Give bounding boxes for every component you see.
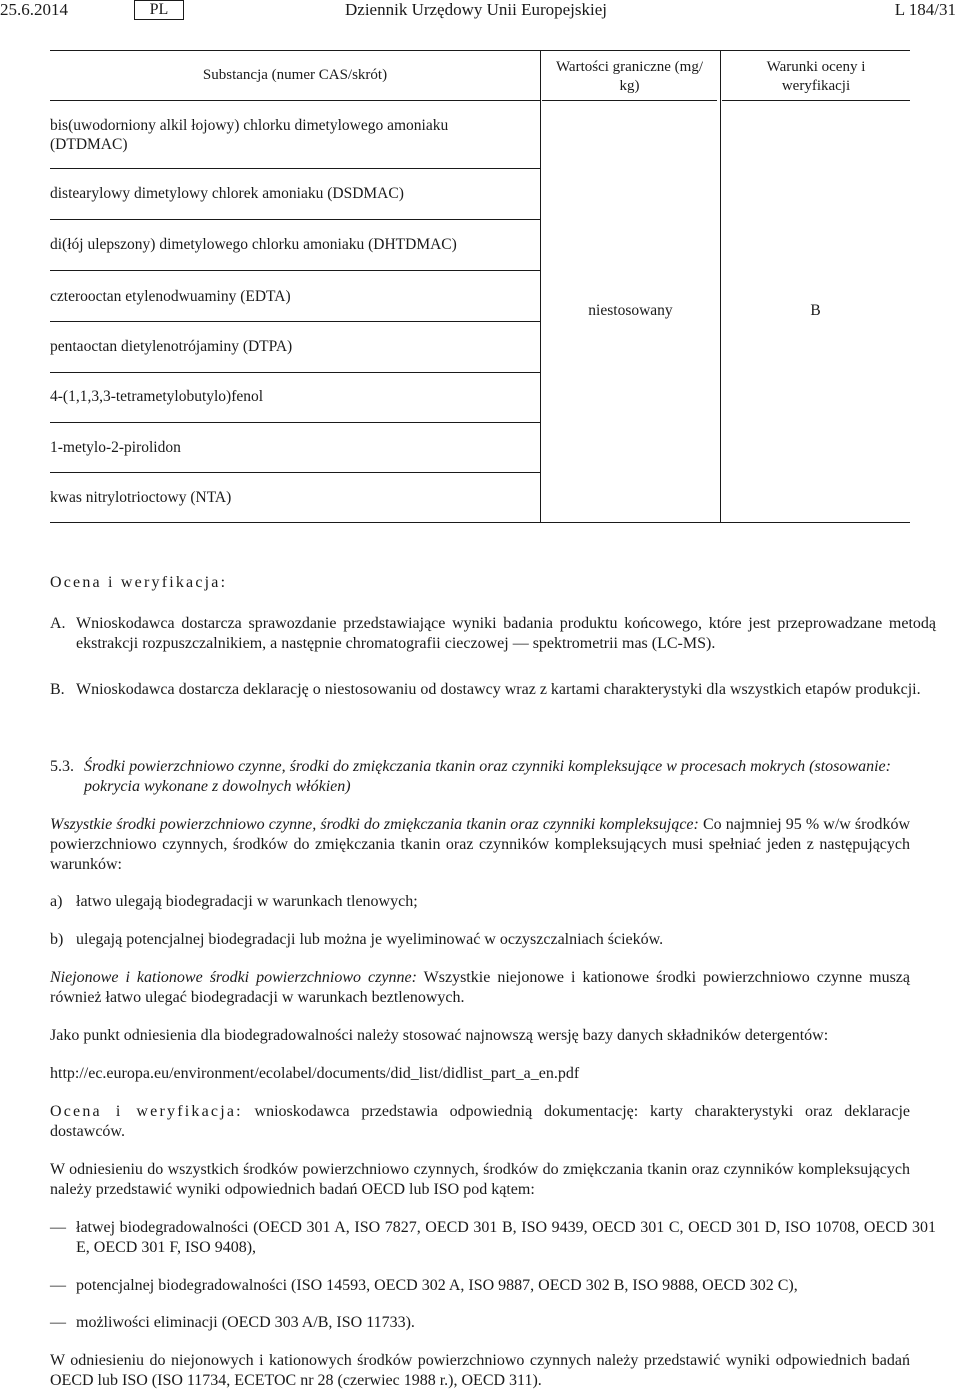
did-list-url: http://ec.europa.eu/environment/ecolabel/documents/did_list/didlist_part_a_en.pdf (50, 1065, 580, 1082)
table-row (50, 116, 540, 154)
header-conditions-line-1: Warunki oceny i (766, 59, 866, 75)
header-limit-values (542, 58, 717, 96)
dash-marker: — (50, 1314, 66, 1331)
header-limit-line-2: kg) (619, 78, 640, 94)
dash-marker: — (50, 1219, 66, 1236)
limit-value-cell: niestosowany (588, 302, 673, 319)
header-rule-conditions (722, 100, 910, 101)
paragraph-reference: Jako punkt odniesienia dla biodegradowalności należy stosować najnowszą wersję bazy danych składników detergentów: (50, 1027, 829, 1044)
assessment-item-a (50, 614, 936, 654)
paragraph-all-surfactants (50, 815, 910, 875)
list-text-a: łatwo ulegają biodegradacji w warunkach tlenowych; (76, 893, 418, 910)
dash-marker: — (50, 1277, 66, 1294)
publication-date: 25.6.2014 (0, 0, 68, 19)
section-title: Środki powierzchniowo czynne, środki do zmiękczania tkanin oraz czynniki kompleksujące w procesach mokrych (stosowanie: pokrycia wykonane z dowolnych włókien) (84, 758, 891, 795)
dash-item (50, 1218, 936, 1258)
header-conditions-line-2: weryfikacji (781, 78, 851, 94)
row-rule (50, 372, 540, 373)
row-rule (50, 168, 540, 169)
row-rule (50, 422, 540, 423)
dash-item (50, 1313, 936, 1333)
paragraph-oecd-tests: W odniesieniu do wszystkich środków powierzchniowo czynnych, środków do zmiękczania tkanin oraz czynników kompleksujących należy przedstawić wyniki odpowiednich badań OECD lub ISO pod kątem: (50, 1161, 910, 1198)
row-rule (50, 472, 540, 473)
table-row: 4-(1,1,3,3-tetrametylobutylo)fenol (50, 388, 264, 405)
assessment-label-1: Ocena i weryfikacja: (50, 574, 228, 591)
list-item (50, 930, 936, 950)
substance-dtdmac-line-1: bis(uwodorniony alkil łojowy) chlorku dimetylowego amoniaku (50, 117, 449, 134)
page-number: L 184/31 (894, 0, 956, 19)
nonionic-label: Niejonowe i kationowe środki powierzchniowo czynne: (50, 969, 417, 986)
list-item (50, 892, 936, 912)
dash-text-ready-biodegradability: łatwej biodegradowalności (OECD 301 A, ISO 7827, OECD 301 B, ISO 9439, OECD 301 C, OECD 301 D, ISO 10708, OECD 301 E, OECD 301 F, ISO 9408), (76, 1219, 936, 1256)
table-row: distearylowy dimetylowy chlorek amoniaku (DSDMAC) (50, 185, 404, 202)
nonionic-text: Wszystkie niejonowe i kationowe środki powierzchniowo czynne muszą również łatwo ulegać biodegradacji w warunkach beztlenowych. (50, 969, 910, 1006)
assessment-label-2: Ocena i weryfikacja: (50, 1103, 243, 1120)
assessment-item-b (50, 680, 936, 700)
column-divider-1 (540, 50, 541, 523)
row-rule (50, 270, 540, 271)
substance-dtdmac-line-2: (DTDMAC) (50, 136, 128, 153)
header-rule-limits (542, 100, 717, 101)
column-divider-2 (720, 50, 721, 523)
page-header (0, 0, 960, 24)
table-row: di(łój ulepszony) dimetylowego chlorku amoniaku (DHTDMAC) (50, 236, 457, 253)
table-row: kwas nitrylotrioctowy (NTA) (50, 489, 232, 506)
header-rule-substance (50, 100, 540, 101)
row-rule (50, 219, 540, 220)
list-text-b: ulegają potencjalnej biodegradacji lub można je wyeliminować w oczyszczalniach ścieków. (76, 931, 664, 948)
table-row: czterooctan etylenodwuaminy (EDTA) (50, 288, 291, 305)
table-top-rule (50, 50, 910, 51)
list-marker-a: a) (50, 893, 63, 910)
dash-text-inherent-biodegradability: potencjalnej biodegradowalności (ISO 14593, OECD 302 A, ISO 9887, OECD 302 B, ISO 9888, OECD 302 C), (76, 1277, 798, 1294)
section-heading (50, 757, 910, 797)
dash-text-elimination: możliwości eliminacji (OECD 303 A/B, ISO 11733). (76, 1314, 415, 1331)
list-marker-b: b) (50, 931, 64, 948)
journal-title: Dziennik Urzędowy Unii Europejskiej (345, 0, 608, 19)
section-number: 5.3. (50, 758, 74, 775)
item-a-text: Wnioskodawca dostarcza sprawozdanie przedstawiające wyniki badania produktu końcowego, które jest przeprowadzane metodą ekstrakcji rozpuszczalnikiem, a następnie chromatografii cieczowej — spektrometrii mas (LC-MS). (76, 615, 936, 652)
item-a-marker: A. (50, 615, 66, 632)
assessment-text-2: wnioskodawca przedstawia odpowiednią dokumentację: karty charakterystyki oraz deklaracje dostawców. (50, 1103, 910, 1140)
row-rule (50, 321, 540, 322)
table-row: pentaoctan dietylenotrójaminy (DTPA) (50, 338, 293, 355)
table-bottom-rule (50, 522, 910, 523)
paragraph-nonionic-tests: W odniesieniu do niejonowych i kationowych środków powierzchniowo czynnych należy przedstawić wyniki odpowiednich badań OECD lub ISO (ISO 11734, ECETOC nr 28 (czerwiec 1988 r.), OECD 311). (50, 1352, 910, 1389)
item-b-text: Wnioskodawca dostarcza deklarację o niestosowaniu od dostawcy wraz z kartami charakterystyki dla wszystkich etapów produkcji. (76, 681, 921, 698)
header-conditions (722, 58, 910, 96)
dash-item (50, 1276, 936, 1296)
condition-value-cell: B (810, 302, 821, 319)
header-substance: Substancja (numer CAS/skrót) (202, 67, 388, 83)
assessment-paragraph-2 (50, 1102, 910, 1142)
paragraph-nonionic (50, 968, 910, 1008)
header-limit-line-1: Wartości graniczne (mg/ (555, 59, 704, 75)
language-badge: PL (134, 0, 184, 20)
all-surfactants-label: Wszystkie środki powierzchniowo czynne, środki do zmiękczania tkanin oraz czynniki kompleksujące: (50, 816, 699, 833)
all-surfactants-text: Co najmniej 95 % w/w środków powierzchniowo czynnych, środków do zmiękczania tkanin oraz czynników kompleksujących musi spełniać jeden z następujących warunków: (50, 816, 911, 873)
item-b-marker: B. (50, 681, 65, 698)
table-row: 1-metylo-2-pirolidon (50, 439, 181, 456)
